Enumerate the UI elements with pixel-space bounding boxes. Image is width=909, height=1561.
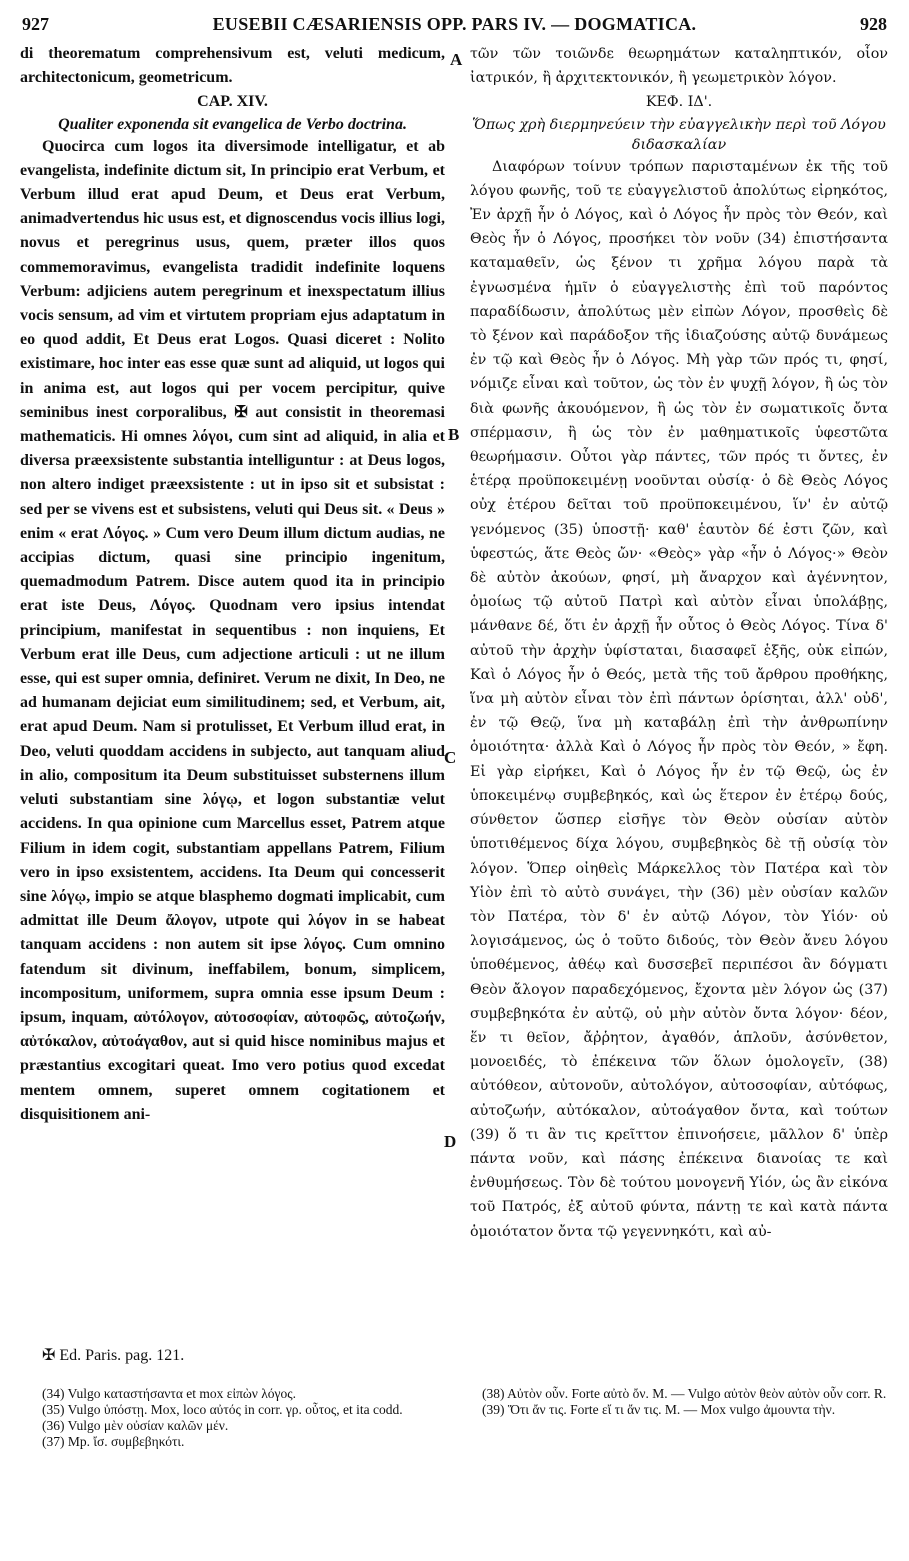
greek-chapter-heading: ΚΕΦ. ΙΔ'. <box>645 94 713 111</box>
greek-intro: τῶν τῶν τοιῶνδε θεωρημάτων καταληπτικόν, οἷον ἰατρικόν, ἢ ἀρχιτεκτονικόν, ἢ γεωμετρικὸν λόγον. <box>470 46 888 87</box>
latin-intro: di theorematum comprehensivum est, veluti medicum, architectonicum, geometricum. <box>20 45 445 87</box>
footnote: (34) Vulgo καταστήσαντα et mox εἰπὼν λόγος. <box>42 1386 296 1401</box>
footnote: (36) Vulgo μὲν οὐσίαν καλῶν μέν. <box>42 1418 229 1433</box>
footnote: (39) Ὅτι ἄν τις. Forte εἴ τι ἄν τις. M. — Mox vulgo ἀμουντα τὴν. <box>482 1402 836 1417</box>
footnotes-left <box>42 1386 442 1450</box>
greek-chapter-subtitle: Ὅπως χρὴ διερμηνεύειν τὴν εὐαγγελικὴν περὶ τοῦ Λόγου διδασκαλίαν <box>472 116 886 153</box>
greek-column <box>470 42 888 1244</box>
page-header <box>22 14 887 40</box>
left-page-number: 927 <box>22 14 49 34</box>
latin-paragraph: Quocirca cum logos ita diversimode intelligatur, et ab evangelista, indefinite dictum sit, In principio erat Verbum, et Verbum illud erat apud Deum, et Deus erat Verbum, animadvertendus hic usus est, et dignoscendus vocis illius logi, novus et peregrinus usus, quem, præter illos quos commemoravimus, evangelista tradidit indefinite loquens Verbum: adjiciens autem peregrinum et inexspectatum illius vocis sensum, ad vim et virtutem propriam ejus adaptatum in eo quod addit, Et Deus erat Logos. Quasi diceret : Nolito existimare, hoc inter eas esse quæ sunt ad aliquid, ut logos qui in anima est, aut logos qui per vocem percipitur, quive seminibus inest corporalibus, ✠ aut consistit in theoremasi mathematicis. Hi omnes λόγοι, cum sint ad aliquid, in alia et diversa præexsistente substantia intelliguntur : at Deus logos, non altero indiget præexsistente : ut in ipso sit et subsistat : sed per se vivens est et subsistens, veluti qui Deus sit. « Deus » enim « erat Λόγος. » Cum vero Deum illum dictum audias, ne accipias dictum, quasi sine principio ingenitum, quemadmodum Patrem. Disce autem quod ita in principio erat iste Deus, Λόγος. Quodnam vero ipsius intendat principium, manifestat in sequentibus : non inquiens, Et Verbum erat ille Deus, cum adjectione articuli : ut ne illum esse, qui est super omnia, definiret. Verum ne dixit, In Deo, ne ad humanam dejiciat eum similitudinem; sed, et Verbum, ait, erat apud Deum. Nam si protulisset, Et Verbum illud erat, in Deo, veluti quoddam accidens in subjecto, aut tanquam aliud in alio, compositum ita Deum substituisset substernens illum veluti substantiam sine λόγῳ, et logon substantiæ velut accidens. In qua opinione cum Marcellus esset, Patrem atque Filium in idem cogit, substantiam appellans Patrem, Filium vero in ipso exsistentem, accidens. Ita Deum qui concesserit sine λόγῳ, impio se atque blasphemo dogmati implicabit, cum admittat ille Deum ἄλογον, utpote qui λόγον in se habeat tanquam accidens : non autem sit ipse λόγος. Cum omnino fatendum sit divinum, ineffabilem, bonum, simplicem, incompositum, uniformem, supra omnia esse ipsum Deum : ipsum, inquam, αὐτόλογον, αὐτοσοφίαν, αὐτοφῶς, αὐτοζωήν, αὐτόκαλον, αὐτοάγαθον, aut si quid hisce nominibus majus et præstantius excogitari queat. Imo vero potius quod excedat mentem omnem, superet omnem cogitationem et disquisitionem ani- <box>20 137 445 1123</box>
running-title: EUSEBII CÆSARIENSIS OPP. PARS IV. — DOGMATICA. <box>212 14 697 34</box>
latin-chapter-heading: CAP. XIV. <box>197 93 268 111</box>
footnote: (37) Mp. ἴσ. συμβεβηκότι. <box>42 1434 185 1449</box>
footnotes-right <box>482 1386 890 1418</box>
right-page-number: 928 <box>860 14 887 34</box>
footnote: (38) Αὐτὸν οὖν. Forte αὐτὸ ὄν. M. — Vulgo αὐτὸν θεὸν αὐτὸν οὖν corr. R. <box>482 1386 887 1401</box>
margin-letter-b: B <box>448 425 460 444</box>
margin-letter-a: A <box>450 50 463 69</box>
margin-letter-d: D <box>444 1132 457 1151</box>
edition-note: ✠ Ed. Paris. pag. 121. <box>42 1347 185 1364</box>
greek-paragraph: Διαφόρων τοίνυν τρόπων παρισταμένων ἐκ τῆς τοῦ λόγου φωνῆς, τοῦ τε εὐαγγελιστοῦ ἀπολύτως εἰρηκότος, Ἐν ἀρχῇ ἦν ὁ Λόγος, καὶ ὁ Λόγος ἦν πρὸς τὸν Θεόν, καὶ Θεὸς ἦν ὁ Λόγος, προσήκει τὸν νοῦν (34) ἐπιστήσαντα καταμαθεῖν, ὡς ξένον τι χρῆμα λόγου παρὰ τὰ ἐγνωσμένα ἡμῖν ὁ εὐαγγελιστὴς ἐπὶ τοῦ παρόντος παραδίδωσιν, ἀπολύτως μὲν εἰπὼν Λόγον, προσθεὶς δὲ τὸ ξένον καὶ παράδοξον τῆς ἰδιαζούσης αὐτῷ δυνάμεως ἐν τῷ καὶ Θεὸς ἦν ὁ Λόγος. Μὴ γὰρ τῶν πρός τι, φησί, νόμιζε εἶναι καὶ τοῦτον, ὡς τὸν ἐν ψυχῇ λόγον, ἢ ὡς τὸν διὰ φωνῆς ἀκουόμενον, ἢ ὡς τὸν ἐν σωματικοῖς ὄντα σπέρμασιν, ἢ ὡς τὸν ἐν μαθηματικοῖς ὑφεστῶτα θεωρήμασιν. Οὗτοι γὰρ πάντες, τῶν πρός τι ὄντες, ἐν ἑτέρᾳ προϋποκειμένῃ νοοῦνται οὐσίᾳ· ὁ δὲ Θεὸς Λόγος οὐχ ἑτέρου δεῖται τοῦ προϋποκειμένου, ἵν' ἐν αὐτῷ γενόμενος (35) ὑποστῇ· καθ' ἑαυτὸν δέ ἐστι ζῶν, καὶ ὑφεστώς, ἅτε Θεὸς ὤν· «Θεὸς» γὰρ «ἦν ὁ Λόγος·» Θεὸν δὲ αὐτὸν ἀκούων, φησί, μὴ ἄναρχον καὶ ἀγέννητον, ὁμοίως τῷ αὐτοῦ Πατρὶ καὶ αὐτὸν εἶναι ὑπολάβῃς, μάνθανε δέ, ὅτι ἐν ἀρχῇ ἦν οὗτος ὁ Θεὸς Λόγος. Τίνα δ' αὐτοῦ τὴν ἀρχὴν ὑφίσταται, διασαφεῖ ἑξῆς, οὐκ εἰπών, Καὶ ὁ Λόγος ἦν ὁ Θεός, μετὰ τῆς τοῦ ἄρθρου προθήκης, ἵνα μὴ αὐτὸν εἶναι τὸν ἐπὶ πάντων ὁρίσηται, ἀλλ' οὐδ', ἐν τῷ Θεῷ, ἵνα μὴ καταβάλῃ ἐπὶ τὴν ἀνθρωπίνην ὁμοιότητα· ἀλλὰ Καὶ ὁ Λόγος ἦν πρὸς τὸν Θεόν, » ἔφη. Εἰ γὰρ εἰρήκει, Καὶ ὁ Λόγος ἦν ἐν τῷ Θεῷ, ὡς ἐν ὑποκειμένῳ συμβεβηκός, καὶ ὡς ἕτερον ἐν ἑτέρῳ δούς, σύνθετον ὥσπερ εἰσῆγε τὸν Θεὸν οὐσίαν αὐτὸν ὑποτιθέμενος δίχα λόγου, συμβεβηκὸς δὲ τῇ οὐσίᾳ τὸν λόγον. Ὅπερ οἰηθεὶς Μάρκελλος τὸν Πατέρα καὶ τὸν Υἱὸν ἐπὶ τὸ αὐτὸ συνάγει, τὴν (36) μὲν οὐσίαν καλῶν τὸν Πατέρα, τὸν δ' ἐν αὐτῷ Λόγον, τὸν Υἱόν· οὐ λογισάμενος, ὡς ὁ τοῦτο διδούς, τὸν Θεὸν ἄνευ λόγου ὑποθέμενος, ἀθέῳ καὶ δυσσεβεῖ περιπέσοι ἂν δόγματι Θεὸν ἄλογον παραδεχόμενος, ἔχοντα μὲν λόγον ὡς (37) συμβεβηκότα ἐν αὐτῷ, οὐ μὴν αὐτὸν ὄντα λόγον· δέον, ἕν τι θεῖον, ἄῤῥητον, ἀγαθόν, ἁπλοῦν, ἀσύνθετον, μονοειδές, τὸ ἐπέκεινα τῶν ὅλων ὁμολογεῖν, (38) αὐτόθεον, αὐτονοῦν, αὐτολόγον, αὐτοσοφίαν, αὐτόφως, αὐτοζωήν, αὐτόκαλον, αὐτοάγαθον ὄντα, καὶ τούτων (39) ὅ τι ἂν τις κρεῖττον ἐπινοήσειε, μᾶλλον δ' ὑπὲρ πάντα νοῦν, καὶ πάσης ἐπέκεινα διανοίας τε καὶ ἐνθυμήσεως. Τὸν δὲ τούτου μονογενῆ Υἱόν, ὡς ἂν εἰκόνα τοῦ Πατρός, ἐξ αὐτοῦ φύντα, πάντῃ τε καὶ κατὰ πάντα ὁμοιότατον ὄντα τῷ γεγεννηκότι, καὶ αὐ- <box>470 158 888 1240</box>
margin-letter-c: C <box>444 748 457 767</box>
latin-column <box>20 42 445 1127</box>
latin-chapter-subtitle: Qualiter exponenda sit evangelica de Verbo doctrina. <box>58 115 407 133</box>
footnote: (35) Vulgo ὑπόστῃ. Mox, loco αὐτός in corr. γρ. οὗτος, et ita codd. <box>42 1402 403 1417</box>
